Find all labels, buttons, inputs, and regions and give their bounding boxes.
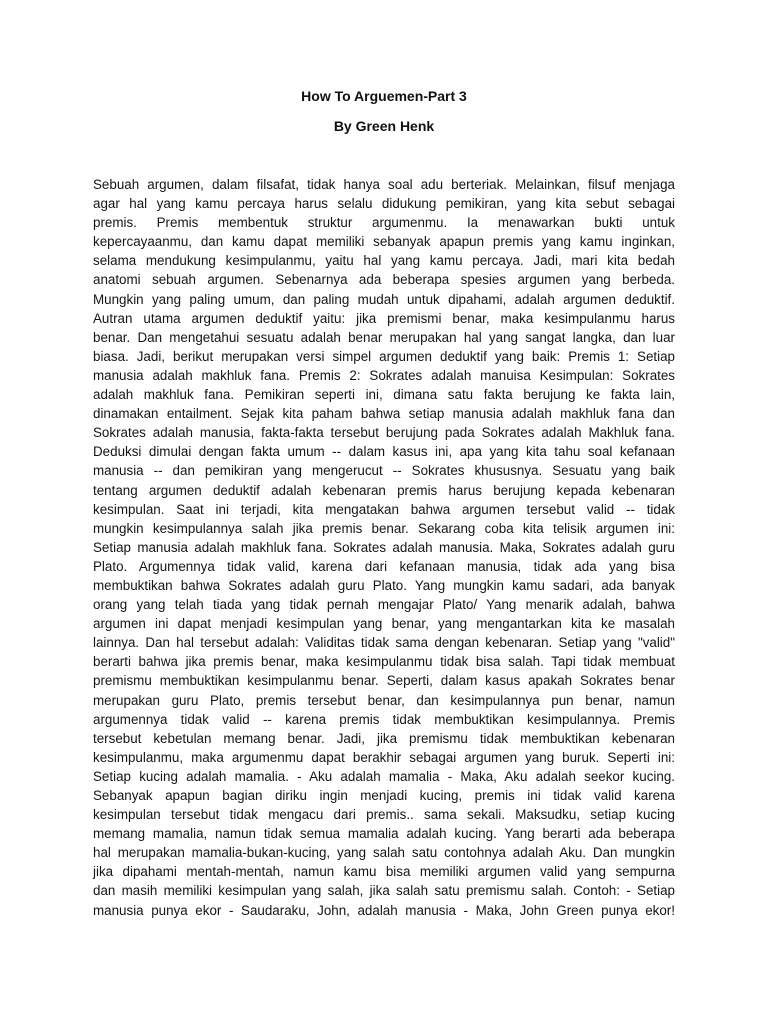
body-line: argumennya tidak valid -- karena premis tidak membuktikan kesimpulannya. Premis bbox=[93, 711, 675, 727]
body-line: anatomi sebuah argumen. Sebenarnya ada beberapa spesies argumen yang berbeda. bbox=[93, 272, 675, 288]
body-line: hal merupakan mamalia-bukan-kucing, yang salah satu contohnya adalah Aku. Dan mungkin bbox=[93, 845, 675, 861]
body-line: Autran utama argumen deduktif yaitu: jika premismi benar, maka kesimpulanmu harus bbox=[93, 310, 675, 326]
body-line: merupakan guru Plato, premis tersebut benar, dan kesimpulannya pun benar, namun bbox=[93, 692, 675, 708]
body-line: adalah makhluk fana. Pemikiran seperti ini, dimana satu fakta berujung ke fakta lain, bbox=[93, 387, 675, 403]
body-line: kesimpulanmu, maka argumenmu dapat berakhir sebagai argumen yang buruk. Seperti ini: bbox=[93, 749, 675, 765]
body-line: Plato. Argumennya tidak valid, karena dari kefanaan manusia, tidak ada yang bisa bbox=[93, 558, 675, 574]
body-line: orang yang telah tiada yang tidak pernah mengajar Plato/ Yang menarik adalah, bahwa bbox=[93, 597, 675, 613]
body-line: lainnya. Dan hal tersebut adalah: Validitas tidak sama dengan kebenaran. Setiap yang "valid" bbox=[93, 635, 675, 651]
body-line: biasa. Jadi, berikut merupakan versi simpel argumen deduktif yang baik: Premis 1: Setiap bbox=[93, 348, 675, 364]
body-line: premis. Premis membentuk struktur argumenmu. Ia menawarkan bukti untuk bbox=[93, 215, 675, 231]
body-line: dinamakan entailment. Sejak kita paham bahwa setiap manusia adalah makhluk fana dan bbox=[93, 406, 675, 422]
body-line: agar hal yang kamu percaya harus selalu didukung pemikiran, yang kita sebut sebagai bbox=[93, 196, 675, 212]
body-line: kesimpulan tersebut tidak mengacu dari premis.. sama sekali. Maksudku, setiap kucing bbox=[93, 807, 675, 823]
body-line: Sebanyak apapun bagian diriku ingin menjadi kucing, premis ini tidak valid karena bbox=[93, 788, 675, 803]
body-line: berarti bahwa jika premis benar, maka kesimpulanmu tidak bisa salah. Tapi tidak membuat bbox=[93, 654, 675, 670]
body-line: kepercayaanmu, dan kamu dapat memiliki sebanyak apapun premis yang kamu inginkan, bbox=[93, 234, 675, 250]
body-line: tersebut kebetulan memang benar. Jadi, jika premismu tidak membuktikan kebenaran bbox=[93, 730, 675, 746]
body-line: Mungkin yang paling umum, dan paling mudah untuk dipahami, adalah argumen deduktif. bbox=[93, 291, 675, 307]
body-line: premismu membuktikan kesimpulanmu benar. Seperti, dalam kasus apakah Sokrates benar bbox=[93, 673, 675, 689]
body-line: Setiap manusia adalah makhluk fana. Sokrates adalah manusia. Maka, Sokrates adalah guru bbox=[93, 539, 675, 555]
document-author: By Green Henk bbox=[333, 118, 435, 134]
document-title: How To Arguemen-Part 3 bbox=[301, 88, 467, 104]
body-line: manusia punya ekor - Saudaraku, John, adalah manusia - Maka, John Green punya ekor! bbox=[93, 902, 675, 918]
document-body bbox=[93, 175, 675, 920]
body-line: mungkin kesimpulannya salah jika premis benar. Sekarang coba kita telisik argumen ini: bbox=[93, 520, 675, 536]
body-line: Setiap kucing adalah mamalia. - Aku adalah mamalia - Maka, Aku adalah seekor kucing. bbox=[93, 768, 675, 784]
body-line: selama mendukung kesimpulanmu, yaitu hal yang kamu percaya. Jadi, mari kita bedah bbox=[93, 253, 675, 269]
body-line: tentang argumen deduktif adalah kebenaran premis harus berujung kepada kebenaran bbox=[93, 482, 675, 498]
body-line: argumen ini dapat menjadi kesimpulan yang benar, yang mengantarkan kita ke masalah bbox=[93, 616, 675, 632]
body-line: jika dipahami mentah-mentah, namun kamu bisa memiliki argumen valid yang sempurna bbox=[93, 864, 675, 880]
body-line: kesimpulan. Saat ini terjadi, kita mengatakan bahwa argumen tersebut valid -- tidak bbox=[93, 501, 675, 517]
body-line: memang mamalia, namun tidak semua mamalia adalah kucing. Yang berarti ada beberapa bbox=[93, 826, 675, 842]
body-line: manusia adalah makhluk fana. Premis 2: Sokrates adalah manuisa Kesimpulan: Sokrates bbox=[93, 367, 675, 383]
body-line: Sokrates adalah manusia, fakta-fakta tersebut berujung pada Sokrates adalah Makhluk fana. bbox=[93, 425, 675, 441]
body-line: membuktikan bahwa Sokrates adalah guru Plato. Yang mungkin kamu sadari, ada banyak bbox=[93, 577, 675, 593]
body-line: dan masih memiliki kesimpulan yang salah, jika salah satu premismu salah. Contoh: - Setiap bbox=[93, 883, 675, 899]
body-line: manusia -- dan pemikiran yang mengerucut -- Sokrates khususnya. Sesuatu yang baik bbox=[93, 463, 675, 479]
body-line: benar. Dan mengetahui sesuatu adalah benar merupakan hal yang sangat langka, dan luar bbox=[93, 329, 675, 345]
body-line: Sebuah argumen, dalam filsafat, tidak hanya soal adu berteriak. Melainkan, filsuf menjaga bbox=[93, 177, 675, 192]
body-line: Deduksi dimulai dengan fakta umum -- dalam kasus ini, apa yang kita tahu soal kefanaan bbox=[93, 444, 675, 460]
